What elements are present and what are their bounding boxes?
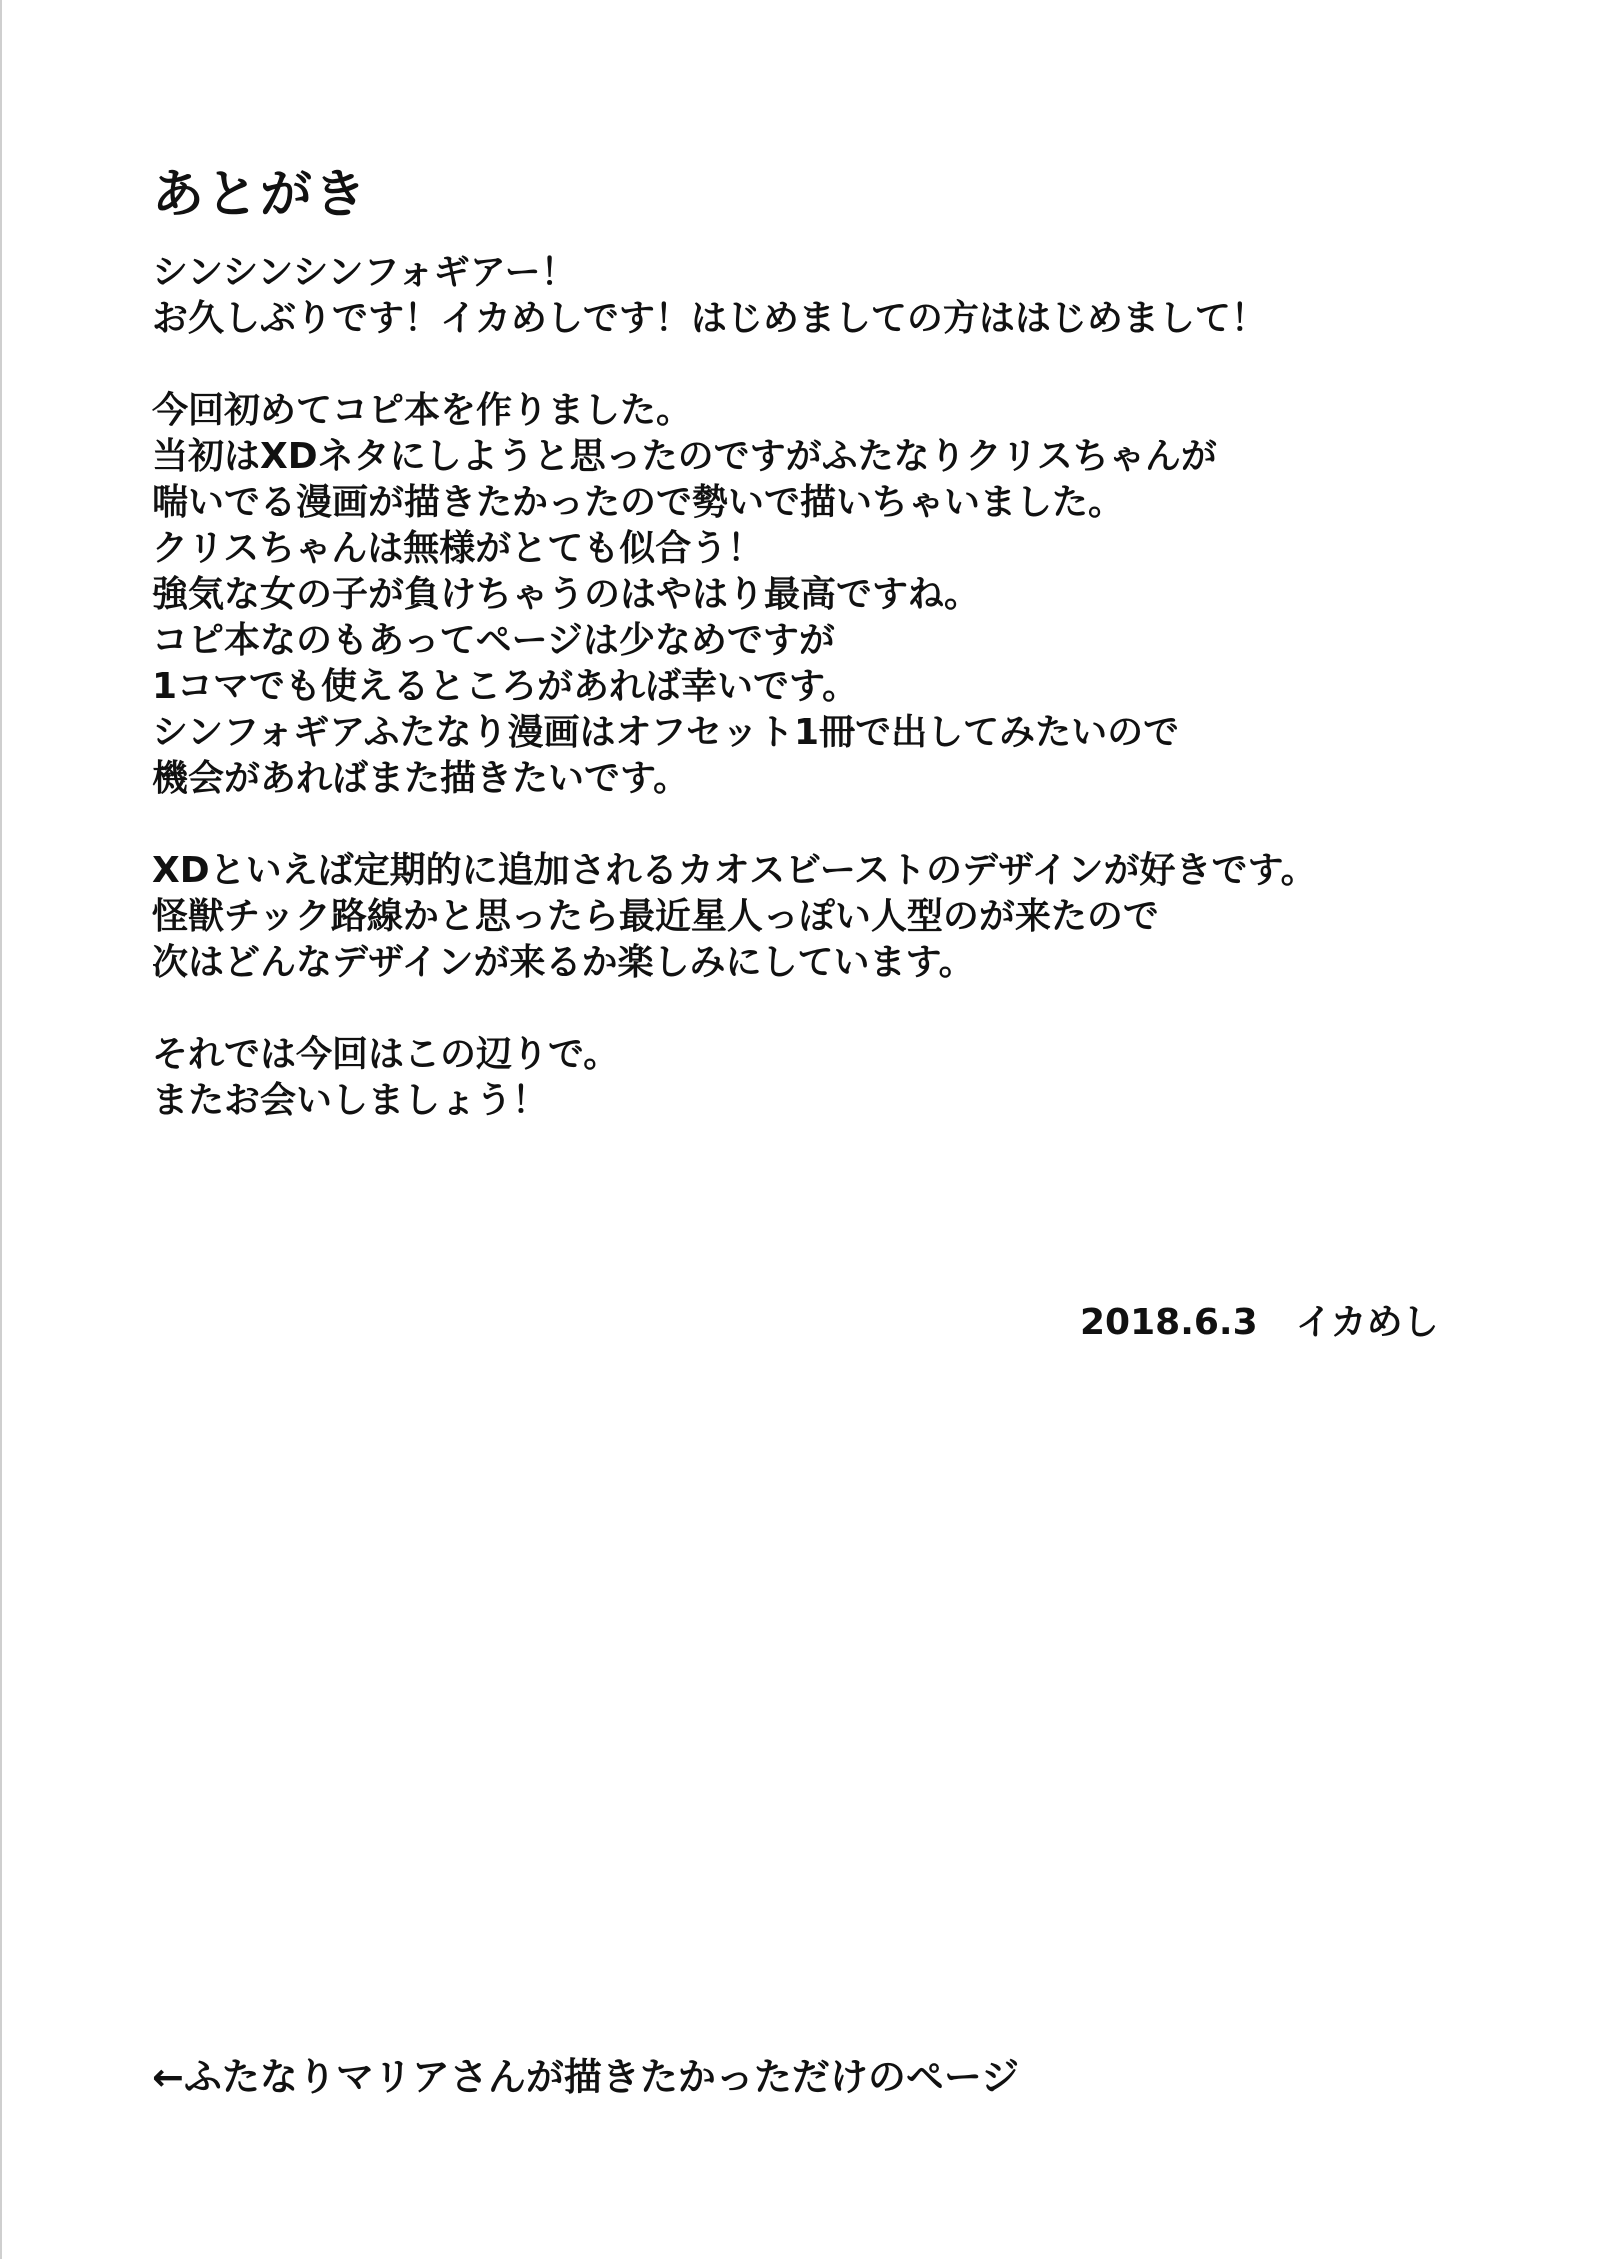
text-line: コピ本なのもあってページは少なめですが <box>152 620 835 661</box>
text-line: 強気な女の子が負けちゃうのはやはり最高ですね。 <box>152 574 981 615</box>
text-line: クリスちゃんは無様がとても似合う！ <box>152 528 764 569</box>
signature-author: イカめし <box>1295 1302 1439 1343</box>
text-line: 1コマでも使えるところがあれば幸いです。 <box>152 666 859 707</box>
signature-date: 2018.6.3 <box>1080 1302 1258 1343</box>
paragraph-about-book <box>152 388 1472 802</box>
text-line: シンフォギアふたなり漫画はオフセット1冊で出してみたいので <box>152 712 1180 753</box>
text-line: お久しぶりです！イカめしです！はじめましての方ははじめまして！ <box>152 298 1267 339</box>
text-line: シンシンシンフォギアー！ <box>152 252 577 293</box>
footnote: ←ふたなりマリアさんが描きたかっただけのページ <box>152 2055 1020 2099</box>
text-line: 今回初めてコピ本を作りました。 <box>152 390 693 431</box>
text-line: 怪獣チック路線かと思ったら最近星人っぽい人型のが来たので <box>152 896 1159 937</box>
text-line: XDといえば定期的に追加されるカオスビーストのデザインが好きです。 <box>152 850 1317 891</box>
text-line: 当初はXDネタにしようと思ったのですがふたなりクリスちゃんが <box>152 436 1217 477</box>
signature <box>1080 1300 1439 1346</box>
page-title: あとがき <box>152 165 369 225</box>
afterword-body <box>152 250 1472 1170</box>
paragraph-xd <box>152 848 1472 986</box>
paragraph-closing <box>152 1032 1472 1124</box>
text-line: 機会があればまた描きたいです。 <box>152 758 690 799</box>
text-line: またお会いしましょう！ <box>152 1080 549 1121</box>
text-line: 次はどんなデザインが来るか楽しみにしています。 <box>152 942 975 983</box>
text-line: それでは今回はこの辺りで。 <box>152 1034 620 1075</box>
text-line: 喘いでる漫画が描きたかったので勢いで描いちゃいました。 <box>152 482 1125 523</box>
page-edge-line <box>0 0 2 2259</box>
paragraph-greeting <box>152 250 1472 342</box>
